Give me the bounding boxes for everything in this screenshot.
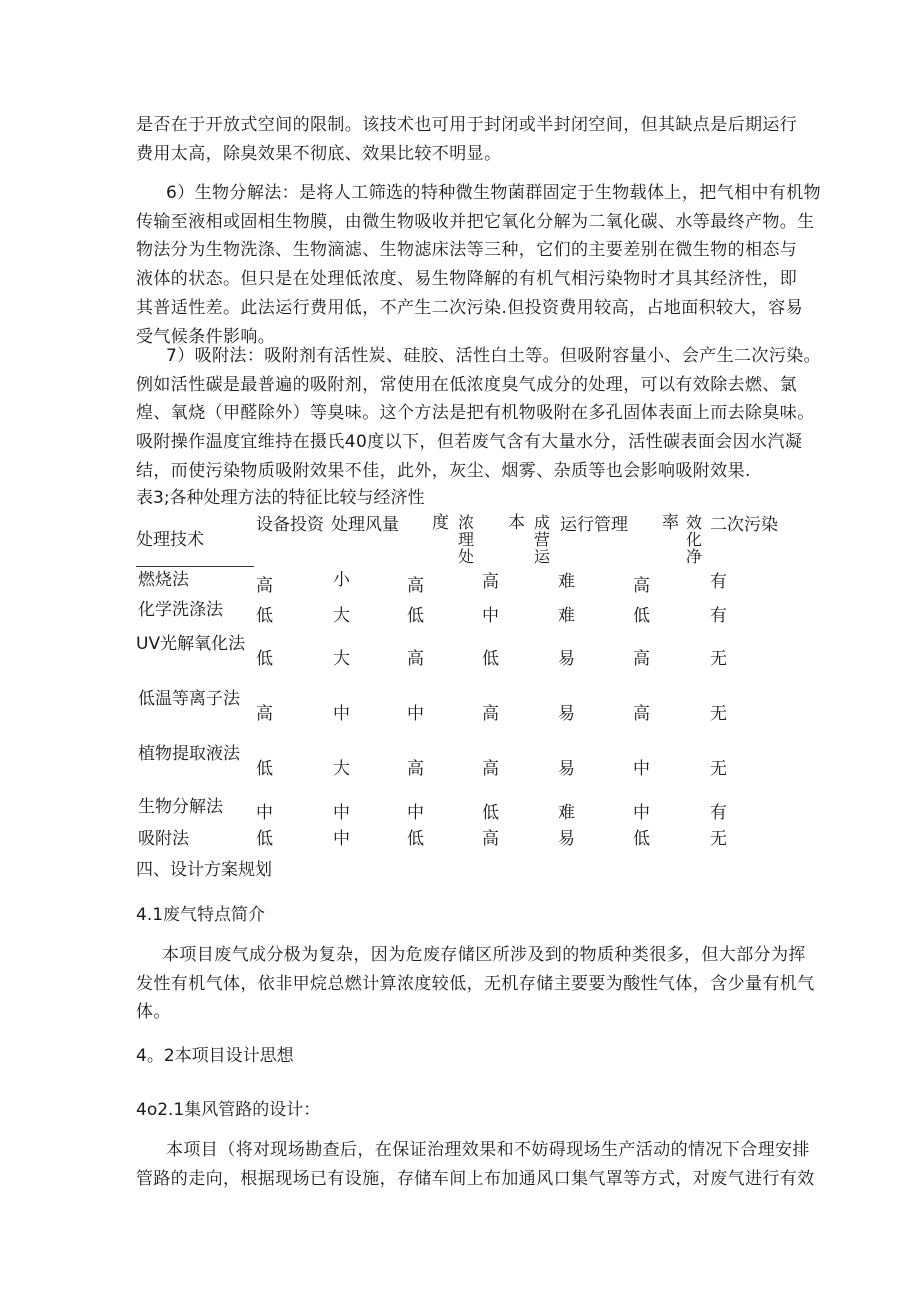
tech-name: 植物提取液法 (138, 744, 240, 764)
header-lv: 率 (662, 513, 679, 533)
text-line: 液体的状态。但只是在处理低浓度、易生物降解的有机气相污染物时才具其经济性，即 (136, 269, 798, 290)
header-tech: 处理技术 (136, 530, 204, 550)
cell-concentration: 高 (407, 576, 424, 596)
cell-investment: 低 (256, 759, 273, 779)
cell-secondary: 无 (710, 829, 727, 849)
text-line: 是否在于开放式空间的限制。该技术也可用于封闭或半封闭空间，但其缺点是后期运行 (136, 115, 798, 135)
header-management: 运行管理 (560, 515, 628, 535)
cell-efficiency: 低 (633, 606, 650, 626)
cell-airflow: 大 (333, 606, 350, 626)
cell-investment: 低 (256, 606, 273, 626)
tech-name: 化学洗涤法 (138, 600, 223, 620)
cell-management: 易 (558, 649, 575, 669)
text-line: 管路的走向，根据现场已有设施，存储车间上布加通风口集气罩等方式，对废气进行有效 (136, 1168, 815, 1189)
cell-operating-cost: 低 (482, 803, 499, 823)
cell-efficiency: 高 (633, 649, 650, 669)
cell-investment: 高 (256, 576, 273, 596)
cell-management: 易 (558, 704, 575, 724)
text-line: 发性有机气体，依非甲烷总燃计算浓度较低，无机存储主要要为酸性气体，含少量有机气 (136, 973, 815, 994)
cell-airflow: 中 (333, 704, 350, 724)
text-line: 7）吸附法：吸附剂有活性炭、硅胶、活性白土等。但吸附容量小、会产生二次污染。 (166, 346, 822, 366)
cell-concentration: 中 (407, 803, 424, 823)
header-du: 度 (432, 513, 449, 533)
cell-operating-cost: 高 (482, 704, 499, 724)
header-investment: 设备投资 (256, 515, 324, 535)
text-line: 6）生物分解法：是将人工筛选的特种微生物菌群固定于生物载体上，把气相中有机物 (166, 183, 822, 203)
tech-name: 生物分解法 (138, 797, 223, 817)
tech-name: 燃烧法 (138, 570, 189, 590)
cell-management: 难 (558, 606, 575, 626)
cell-secondary: 有 (710, 606, 727, 626)
cell-efficiency: 中 (633, 759, 650, 779)
header-ben: 本 (508, 513, 525, 533)
cell-operating-cost: 高 (482, 759, 499, 779)
cell-management: 易 (558, 829, 575, 849)
cell-management: 难 (558, 803, 575, 823)
text-line: 煌、氧烧（甲醛除外）等臭味。这个方法是把有机物吸附在多孔固体表面上而去除臭味。 (136, 403, 815, 424)
cell-airflow: 小 (333, 570, 350, 590)
tech-name: 低温等离子法 (138, 689, 240, 709)
cell-investment: 低 (256, 829, 273, 849)
cell-efficiency: 中 (633, 803, 650, 823)
text-line: 吸附操作温度宜维持在摄氏40度以下，但若废气含有大量水分，活性碳表面会因水汽凝 (136, 432, 803, 453)
adsorption-method-paragraph (136, 342, 822, 486)
text-line: 结，而使污染物质吸附效果不佳，此外，灰尘、烟雾、杂质等也会影响吸附效果. (136, 460, 751, 481)
cell-concentration: 中 (407, 704, 424, 724)
intro-paragraph (136, 111, 796, 168)
subheading-4-2: 4。2本项目设计思想 (136, 1046, 294, 1066)
cell-operating-cost: 低 (482, 649, 499, 669)
cell-operating-cost: 高 (482, 829, 499, 849)
cell-secondary: 有 (710, 803, 727, 823)
cell-concentration: 低 (407, 829, 424, 849)
header-concentration: 浓 理 处 (457, 513, 474, 566)
paragraph-4-1 (136, 941, 815, 1027)
bio-method-paragraph (136, 179, 822, 351)
text-line: 本项目（将对现场勘查后，在保证治理效果和不妨碍现场生产活动的情况下合理安排 (166, 1140, 810, 1160)
cell-airflow: 中 (333, 829, 350, 849)
cell-management: 难 (558, 572, 575, 592)
cell-secondary: 有 (710, 572, 727, 592)
cell-investment: 高 (256, 704, 273, 724)
cell-efficiency: 高 (633, 704, 650, 724)
text-line: 其普适性差。此法运行费用低，不产生二次污染.但投资费用较高，占地面积较大，容易 (136, 297, 804, 318)
cell-efficiency: 低 (633, 829, 650, 849)
header-operating-cost: 成 营 运 (533, 513, 550, 566)
header-underline (136, 566, 254, 567)
section-heading-4: 四、设计方案规划 (136, 860, 272, 880)
tech-name: 吸附法 (138, 829, 189, 849)
subheading-4-1: 4.1废气特点简介 (136, 905, 266, 925)
text-line: 体。 (136, 1002, 171, 1023)
cell-secondary: 无 (710, 649, 727, 669)
subheading-4-2-1: 4o2.1集风管路的设计： (136, 1100, 321, 1120)
header-airflow: 处理风量 (331, 515, 399, 535)
text-line: 受气候条件影响。 (136, 326, 276, 347)
cell-airflow: 中 (333, 803, 350, 823)
text-line: 费用太高，除臭效果不彻底、效果比较不明显。 (136, 143, 502, 164)
paragraph-4-2-1 (136, 1136, 815, 1193)
cell-operating-cost: 中 (482, 606, 499, 626)
cell-management: 易 (558, 759, 575, 779)
cell-efficiency: 高 (633, 576, 650, 596)
cell-concentration: 低 (407, 606, 424, 626)
text-line: 物法分为生物洗涤、生物滴滤、生物滤床法等三种，它们的主要差别在微生物的相态与 (136, 240, 798, 261)
cell-secondary: 无 (710, 704, 727, 724)
cell-investment: 中 (256, 803, 273, 823)
cell-concentration: 高 (407, 649, 424, 669)
cell-investment: 低 (256, 649, 273, 669)
cell-airflow: 大 (333, 649, 350, 669)
tech-name: UV光解氧化法 (136, 634, 246, 654)
table-caption: 表3;各种处理方法的特征比较与经济性 (136, 488, 425, 508)
text-line: 传输至液相或固相生物膜，由微生物吸收并把它氧化分解为二氧化碳、水等最终产物。生 (136, 211, 815, 232)
text-line: 本项目废气成分极为复杂，因为危废存储区所涉及到的物质种类很多，但大部分为挥 (162, 945, 806, 965)
header-secondary-pollution: 二次污染 (710, 515, 778, 535)
cell-airflow: 大 (333, 759, 350, 779)
cell-secondary: 无 (710, 759, 727, 779)
cell-operating-cost: 高 (482, 572, 499, 592)
cell-concentration: 高 (407, 759, 424, 779)
text-line: 例如活性碳是最普遍的吸附剂，常使用在低浓度臭气成分的处理，可以有效除去燃、氯 (136, 374, 798, 395)
header-efficiency: 效 化 净 (685, 513, 702, 566)
